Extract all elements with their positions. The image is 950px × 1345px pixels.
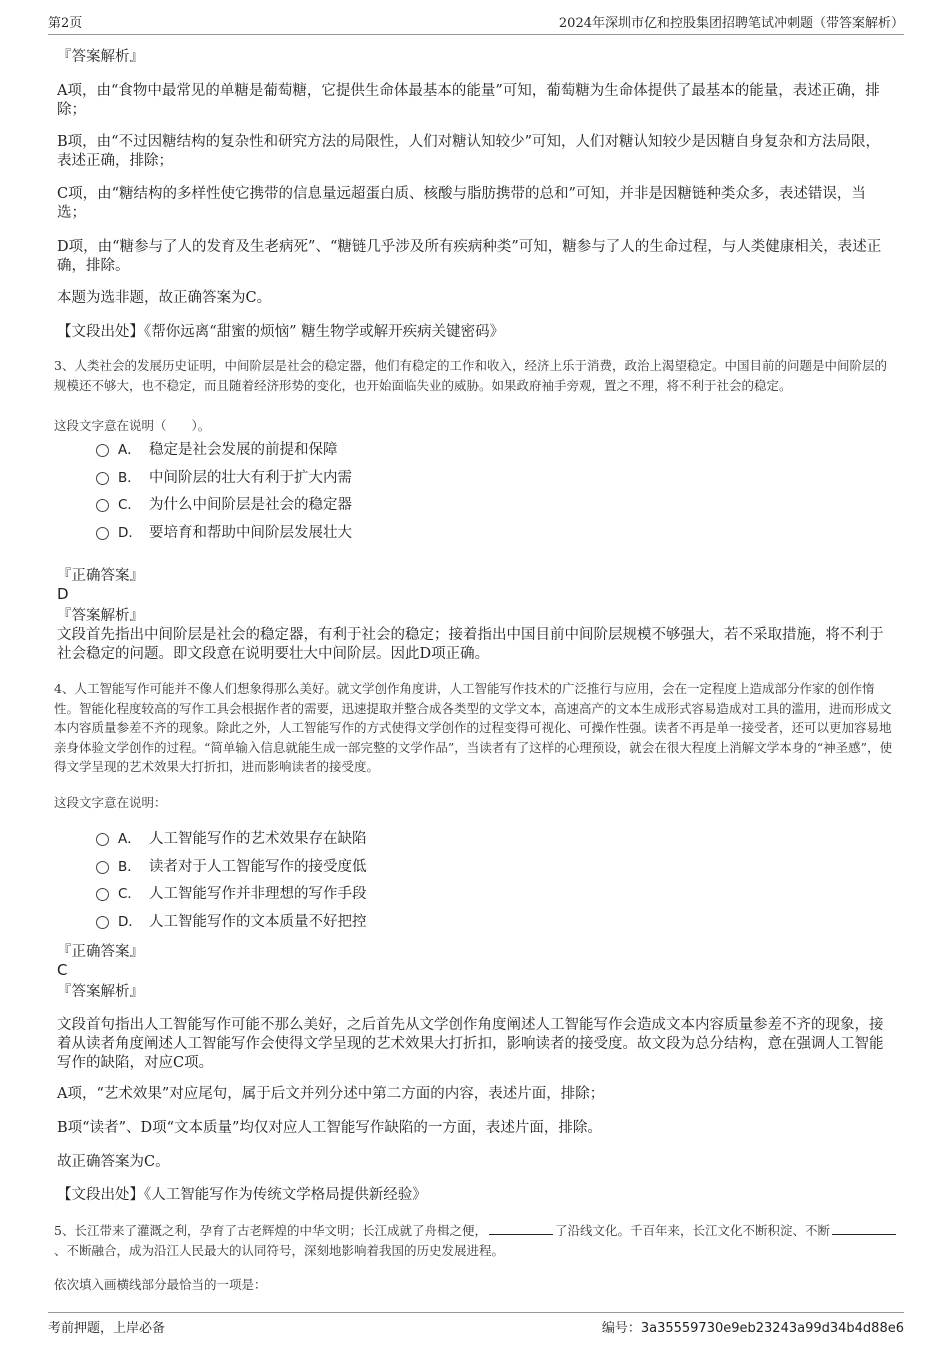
option-key: D． [118,914,142,930]
q2-analysis-a: A项，由“食物中最常见的单糖是葡萄糖，它提供生命体最基本的能量”可知，葡萄糖为生命体提供了最基本的能量，表述正确，排除； [57,83,880,118]
q3-stem: 3、人类社会的发展历史证明，中间阶层是社会的稳定器，他们有稳定的工作和收入，经济上乐于消费，政治上渴望稳定。中国目前的问题是中间阶层的规模还不够大，也不稳定，而且随着经济形势的变化，也开始面临失业的威胁。如果政府袖手旁观，置之不理，将不利于社会的稳定。 [54,358,887,393]
radio-icon[interactable] [96,916,109,929]
q4-option-d[interactable] [96,912,367,932]
option-key: A． [118,442,141,458]
q5-prompt: 依次填入画横线部分最恰当的一项是： [54,1277,267,1292]
q4-conclusion: 故正确答案为C。 [57,1154,170,1170]
q4-answer-label: 『正确答案』 [57,944,144,960]
q4-analysis: 文段首句指出人工智能写作可能不那么美好，之后首先从文学创作角度阐述人工智能写作会造成文本内容质量参差不齐的现象，接着从读者角度阐述人工智能写作会使得文学呈现的艺术效果大打折扣，影响读者的接受度。故文段为总分结构，意在强调人工智能写作的缺陷，对应C项。 [57,1017,884,1071]
radio-icon[interactable] [96,472,109,485]
q4-answer: C [57,961,68,979]
q5-stem-part2: 了沿线文化。千百年来，长江文化不断积淀、不断 [554,1223,830,1238]
q4-source: 【文段出处】《人工智能写作为传统文学格局提供新经验》 [57,1187,427,1203]
q3-answer-label: 『正确答案』 [57,568,144,584]
page-footer [48,1312,904,1335]
option-key: A． [118,831,141,847]
q4-analysis-bd: B项“读者”、D项“文本质量”均仅对应人工智能写作缺陷的一方面，表述片面，排除。 [57,1120,602,1136]
q4-prompt: 这段文字意在说明： [54,795,167,810]
option-text: 要培育和帮助中间阶层发展壮大 [149,525,352,541]
q3-prompt: 这段文字意在说明（ ）。 [54,418,211,433]
radio-icon[interactable] [96,499,109,512]
option-text: 人工智能写作的艺术效果存在缺陷 [149,831,367,847]
q3-analysis-label: 『答案解析』 [57,608,144,624]
radio-icon[interactable] [96,861,109,874]
page-header [48,12,904,35]
radio-icon[interactable] [96,833,109,846]
document-title: 2024年深圳市亿和控股集团招聘笔试冲刺题（带答案解析） [558,16,904,31]
q5-stem-part3: 、不断融合，成为沿江人民最大的认同符号，深刻地影响着我国的历史发展进程。 [54,1242,505,1258]
answer-blank [489,1222,553,1235]
option-text: 稳定是社会发展的前提和保障 [149,442,338,458]
radio-icon[interactable] [96,527,109,540]
q2-analysis-b: B项，由“不过因糖结构的复杂性和研究方法的局限性，人们对糖认知较少”可知，人们对糖认知较少是因糖自身复杂和方法局限，表述正确，排除； [57,134,880,169]
option-text: 人工智能写作并非理想的写作手段 [149,886,367,902]
q2-analysis-label: 『答案解析』 [57,49,144,65]
q4-stem: 4、人工智能写作可能并不像人们想象得那么美好。就文学创作角度讲，人工智能写作技术的广泛推行与应用，会在一定程度上造成部分作家的创作惰性。智能化程度较高的写作工具会根据作者的需要，迅速提取并整合成各类型的文学文本，高速高产的文本生成形式容易造成对工具的滥用，进而形成文本内容质量参差不齐的现象。除此之外，人工智能写作的方式使得文学创作的过程变得可视化、可操作性强。读者不再是单一接受者，还可以更加容易地亲身体验文学创作的过程。“简单输入信息就能生成一部完整的文学作品”，当读者有了这样的心理预设，就会在很大程度上消解文学本身的“神圣感”，使得文学呈现的艺术效果大打折扣，进而影响读者的接受度。 [54,681,893,774]
q2-conclusion: 本题为选非题，故正确答案为C。 [57,290,272,306]
radio-icon[interactable] [96,444,109,457]
q2-analysis-c: C项，由“糖结构的多样性使它携带的信息量远超蛋白质、核酸与脂肪携带的总和”可知，并非是因糖链种类众多，表述错误，当选； [57,186,866,221]
q3-analysis: 文段首先指出中间阶层是社会的稳定器，有利于社会的稳定；接着指出中国目前中间阶层规模不够强大，若不采取措施，将不利于社会稳定的问题。即文段意在说明要壮大中间阶层。因此D项正确。 [57,627,884,662]
code-label: 编号： [601,1321,641,1336]
q5-stem-part1: 5、长江带来了灌溉之利，孕育了古老辉煌的中华文明；长江成就了舟楫之便， [54,1223,487,1238]
option-text: 人工智能写作的文本质量不好把控 [149,914,367,930]
option-text: 为什么中间阶层是社会的稳定器 [149,497,352,513]
q5-stem [54,1221,899,1260]
footer-code [602,1317,904,1336]
option-key: B． [118,859,141,875]
q3-option-d[interactable] [96,523,352,543]
option-key: D． [118,525,142,541]
q4-analysis-label: 『答案解析』 [57,984,144,1000]
radio-icon[interactable] [96,888,109,901]
option-key: B． [118,470,141,486]
q3-option-c[interactable] [96,495,352,515]
option-text: 中间阶层的壮大有利于扩大内需 [149,470,352,486]
q2-source: 【文段出处】《帮你远离“甜蜜的烦恼” 糖生物学或解开疾病关键密码》 [57,324,505,340]
q2-analysis-d: D项，由“糖参与了人的发育及生老病死”、“糖链几乎涉及所有疾病种类”可知，糖参与了人的生命过程，与人类健康相关，表述正确，排除。 [57,239,882,274]
q4-analysis-a: A项，“艺术效果”对应尾句，属于后文并列分述中第二方面的内容，表述片面，排除； [57,1086,605,1102]
q4-option-a[interactable] [96,829,367,849]
q3-option-b[interactable] [96,468,352,488]
q4-option-c[interactable] [96,884,367,904]
page-number: 第2页 [48,16,83,31]
q3-option-a[interactable] [96,440,338,460]
option-key: C． [118,886,141,902]
option-key: C． [118,497,141,513]
code-value: 3a35559730e9eb23243a99d34b4d88e6 [640,1321,904,1336]
footer-slogan: 考前押题，上岸必备 [48,1321,166,1336]
q4-option-b[interactable] [96,857,367,877]
answer-blank [832,1222,896,1235]
option-text: 读者对于人工智能写作的接受度低 [149,859,367,875]
q3-answer: D [57,585,69,603]
